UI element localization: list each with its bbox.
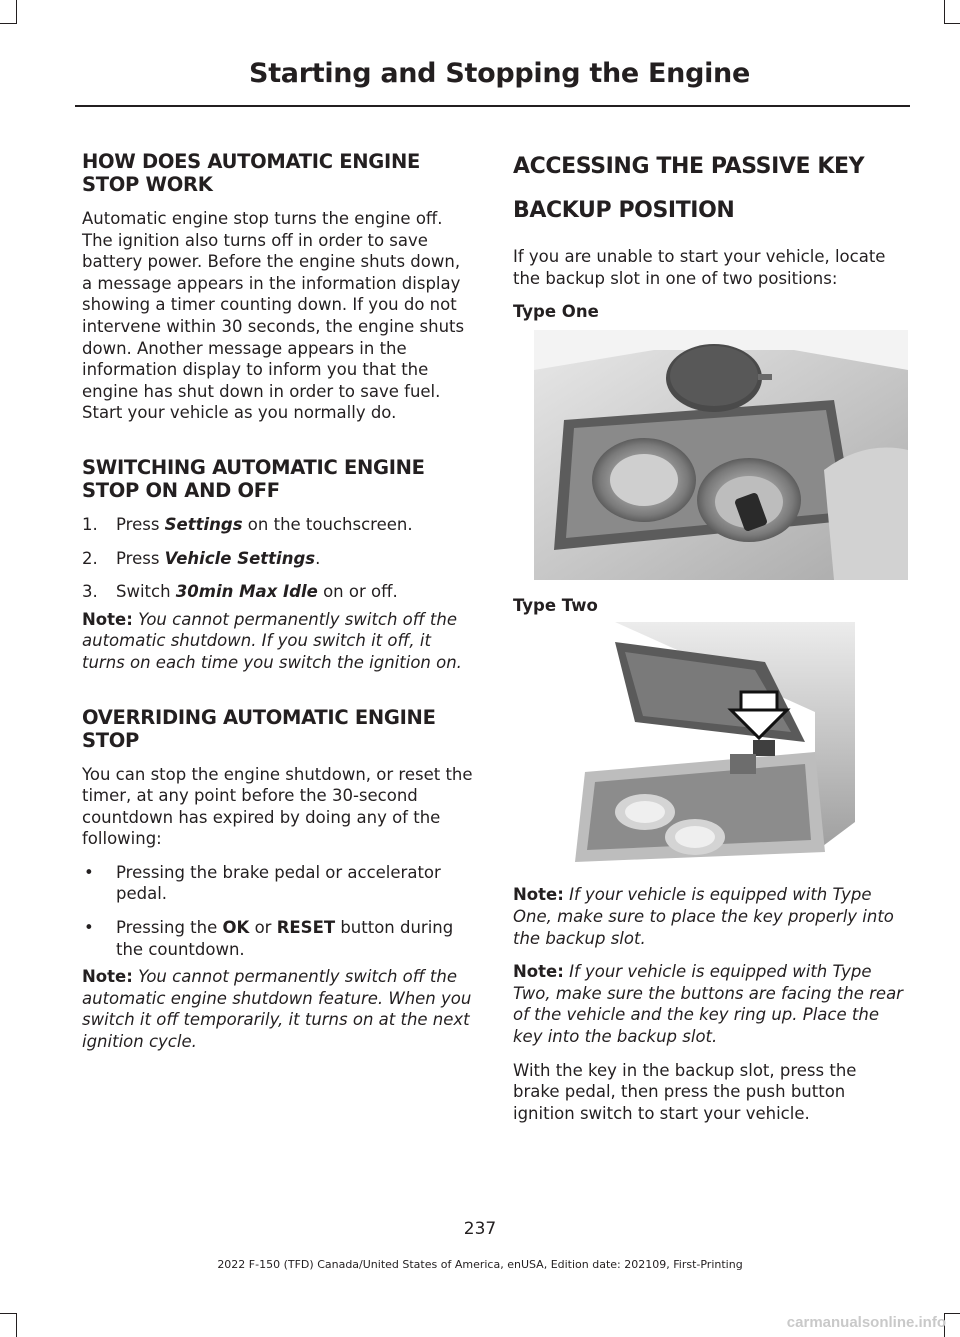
crop-mark [0, 1313, 16, 1314]
step-text: Switch [116, 582, 176, 602]
console-cupholder-illustration [534, 330, 908, 580]
figure-type-one [534, 330, 908, 580]
paragraph-how-stop-works: Automatic engine stop turns the engine off. The ignition also turns off in order to save battery power. Before the engine shuts down, a message appears in the information display showing a timer counting down. If you do not intervene within 30 seconds, the engine shuts down. Another message appears in the information display to inform you that the engine has shut down in order to save fuel. Start your vehicle as you normally do. [82, 209, 465, 423]
type-one-label: Type One [513, 302, 599, 322]
page-header-title: Starting and Stopping the Engine [249, 58, 750, 89]
crop-mark [944, 1313, 960, 1314]
section-title-overriding: OVERRIDING AUTOMATIC ENGINE STOP [82, 705, 436, 752]
title-line: BACKUP POSITION [513, 198, 735, 223]
note-label: Note: [82, 967, 133, 987]
list-item [82, 917, 474, 960]
right-column [513, 150, 905, 1124]
step-number: 2. [82, 548, 98, 568]
header-rule [75, 105, 910, 107]
section-title-switching: SWITCHING AUTOMATIC ENGINE STOP ON AND OFF [82, 455, 425, 502]
note-type-one [513, 884, 905, 949]
list-item-text: Pressing the [116, 918, 223, 938]
settings-label: Settings [164, 514, 243, 534]
section-title-passive-key-line2 [513, 194, 905, 228]
step-number: 1. [82, 514, 98, 534]
max-idle-label: 30min Max Idle [175, 582, 318, 602]
override-list [82, 862, 474, 960]
paragraph-backup-slot: If you are unable to start your vehicle, locate the backup slot in one of two positions: [513, 247, 886, 288]
watermark: carmanualsonline.info [786, 1314, 946, 1331]
list-item-text: or [249, 918, 277, 938]
crop-mark [0, 23, 16, 24]
note-label: Note: [82, 609, 133, 629]
vehicle-settings-label: Vehicle Settings [164, 548, 316, 568]
step-text: . [315, 548, 321, 568]
bullet-glyph: • [84, 918, 94, 938]
note-permanent-switch-off [82, 966, 474, 1052]
list-item-text: Pressing the brake pedal or accelerator pedal. [116, 862, 441, 904]
crop-mark [16, 1313, 17, 1337]
title-line: ACCESSING THE PASSIVE KEY [513, 154, 865, 179]
edition-footer: 2022 F-150 (TFD) Canada/United States of America, enUSA, Edition date: 202109, First-Printing [217, 1258, 743, 1271]
crop-mark [944, 23, 960, 24]
note-type-two [513, 961, 905, 1047]
paragraph-overriding: You can stop the engine shutdown, or reset the timer, at any point before the 30-second countdown has expired by doing any of the following: [82, 764, 473, 849]
step-item [82, 514, 474, 536]
step-item [82, 548, 474, 570]
page-number: 237 [463, 1219, 497, 1239]
note-text: If your vehicle is equipped with Type One, make sure to place the key properly into the backup slot. [513, 885, 894, 948]
note-label: Note: [513, 962, 564, 982]
figure-type-two [565, 622, 855, 874]
type-two-label: Type Two [513, 595, 598, 615]
step-text: Press [116, 514, 165, 534]
console-storage-illustration [565, 622, 855, 874]
note-label: Note: [513, 885, 564, 905]
bullet-glyph: • [84, 862, 94, 882]
step-item [82, 581, 474, 603]
reset-button-label: RESET [276, 918, 336, 938]
note-automatic-shutdown [82, 609, 474, 674]
step-text: on or off. [317, 582, 398, 602]
list-item [82, 862, 474, 905]
paragraph-start-vehicle: With the key in the backup slot, press the brake pedal, then press the push button ignition switch to start your vehicle. [513, 1060, 857, 1123]
crop-mark [16, 0, 17, 24]
step-text: on the touchscreen. [242, 514, 413, 534]
note-text: You cannot permanently switch off the automatic shutdown. If you switch it off, it turns on each time you switch the ignition on. [82, 609, 462, 672]
steps-list [82, 514, 474, 603]
note-text: You cannot permanently switch off the automatic engine shutdown feature. When you switch it off temporarily, it turns on at the next ignition cycle. [82, 967, 472, 1052]
crop-mark [944, 0, 945, 24]
section-title-how-stop-works: HOW DOES AUTOMATIC ENGINE STOP WORK [82, 150, 420, 196]
note-text: If your vehicle is equipped with Type Two, make sure the buttons are facing the rear of the vehicle and the key ring up. Place the key into the backup slot. [513, 962, 903, 1046]
step-text: Press [116, 548, 165, 568]
ok-button-label: OK [222, 918, 250, 938]
section-title-passive-key [513, 150, 905, 184]
left-column [82, 150, 474, 1053]
step-number: 3. [82, 582, 98, 602]
list-item-text: button during the countdown. [116, 918, 454, 959]
